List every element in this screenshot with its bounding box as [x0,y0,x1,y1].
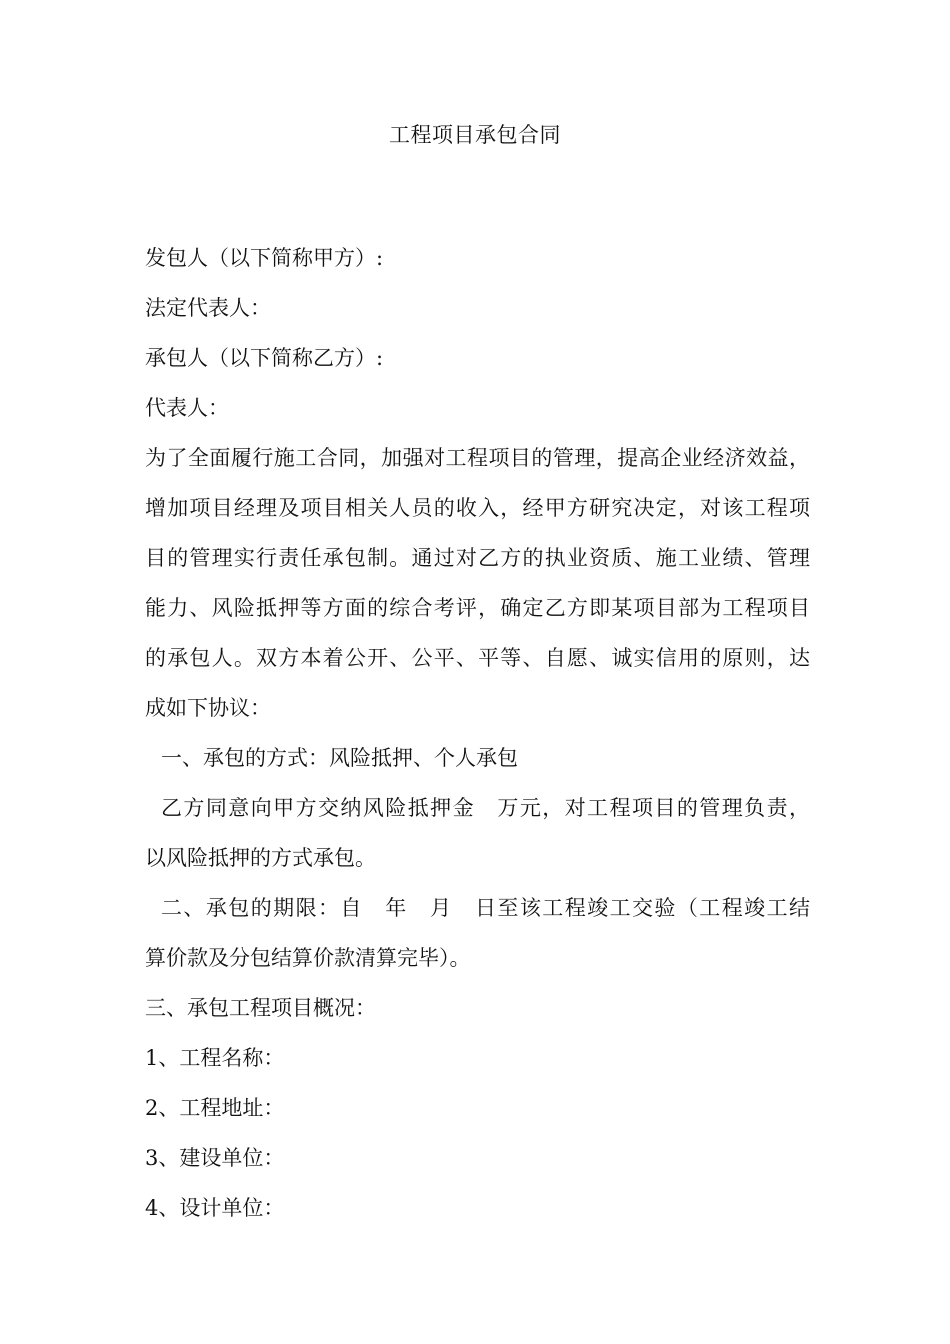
section-1-text-line-2: 以风险抵押的方式承包。 [145,846,376,870]
party-a-line: 发包人（以下简称甲方）: [145,246,384,270]
section-3-heading: 三、承包工程项目概况： [145,996,376,1020]
representative-line: 代表人： [145,396,229,420]
section-2-line-2: 算价款及分包结算价款清算完毕）。 [145,946,471,970]
document-title: 工程项目承包合同 [389,123,561,147]
party-b-line: 承包人（以下简称乙方）: [145,346,384,370]
section-1-text-line-1: 乙方同意向甲方交纳风险抵押金 万元，对工程项目的管理负责， [161,796,810,820]
project-name-item: 1、工程名称： [145,1046,285,1070]
design-unit-item: 4、设计单位： [145,1196,285,1220]
preamble-line-2: 增加项目经理及项目相关人员的收入，经甲方研究决定，对该工程项 [145,496,810,520]
construction-unit-item: 3、建设单位： [145,1146,285,1170]
section-2-line-1: 二、承包的期限：自 年 月 日至该工程竣工交验（工程竣工结 [161,896,810,920]
preamble-line-5: 的承包人。双方本着公开、公平、平等、自愿、诚实信用的原则，达 [145,646,810,670]
preamble-line-1: 为了全面履行施工合同，加强对工程项目的管理，提高企业经济效益， [145,446,810,470]
preamble-line-3: 目的管理实行责任承包制。通过对乙方的执业资质、施工业绩、管理 [145,546,810,570]
preamble-line-4: 能力、风险抵押等方面的综合考评，确定乙方即某项目部为工程项目 [145,596,810,620]
preamble-line-6: 成如下协议： [145,696,271,720]
legal-representative-line: 法定代表人： [145,296,271,320]
project-address-item: 2、工程地址： [145,1096,285,1120]
section-1-heading: 一、承包的方式：风险抵押、个人承包 [161,746,518,770]
